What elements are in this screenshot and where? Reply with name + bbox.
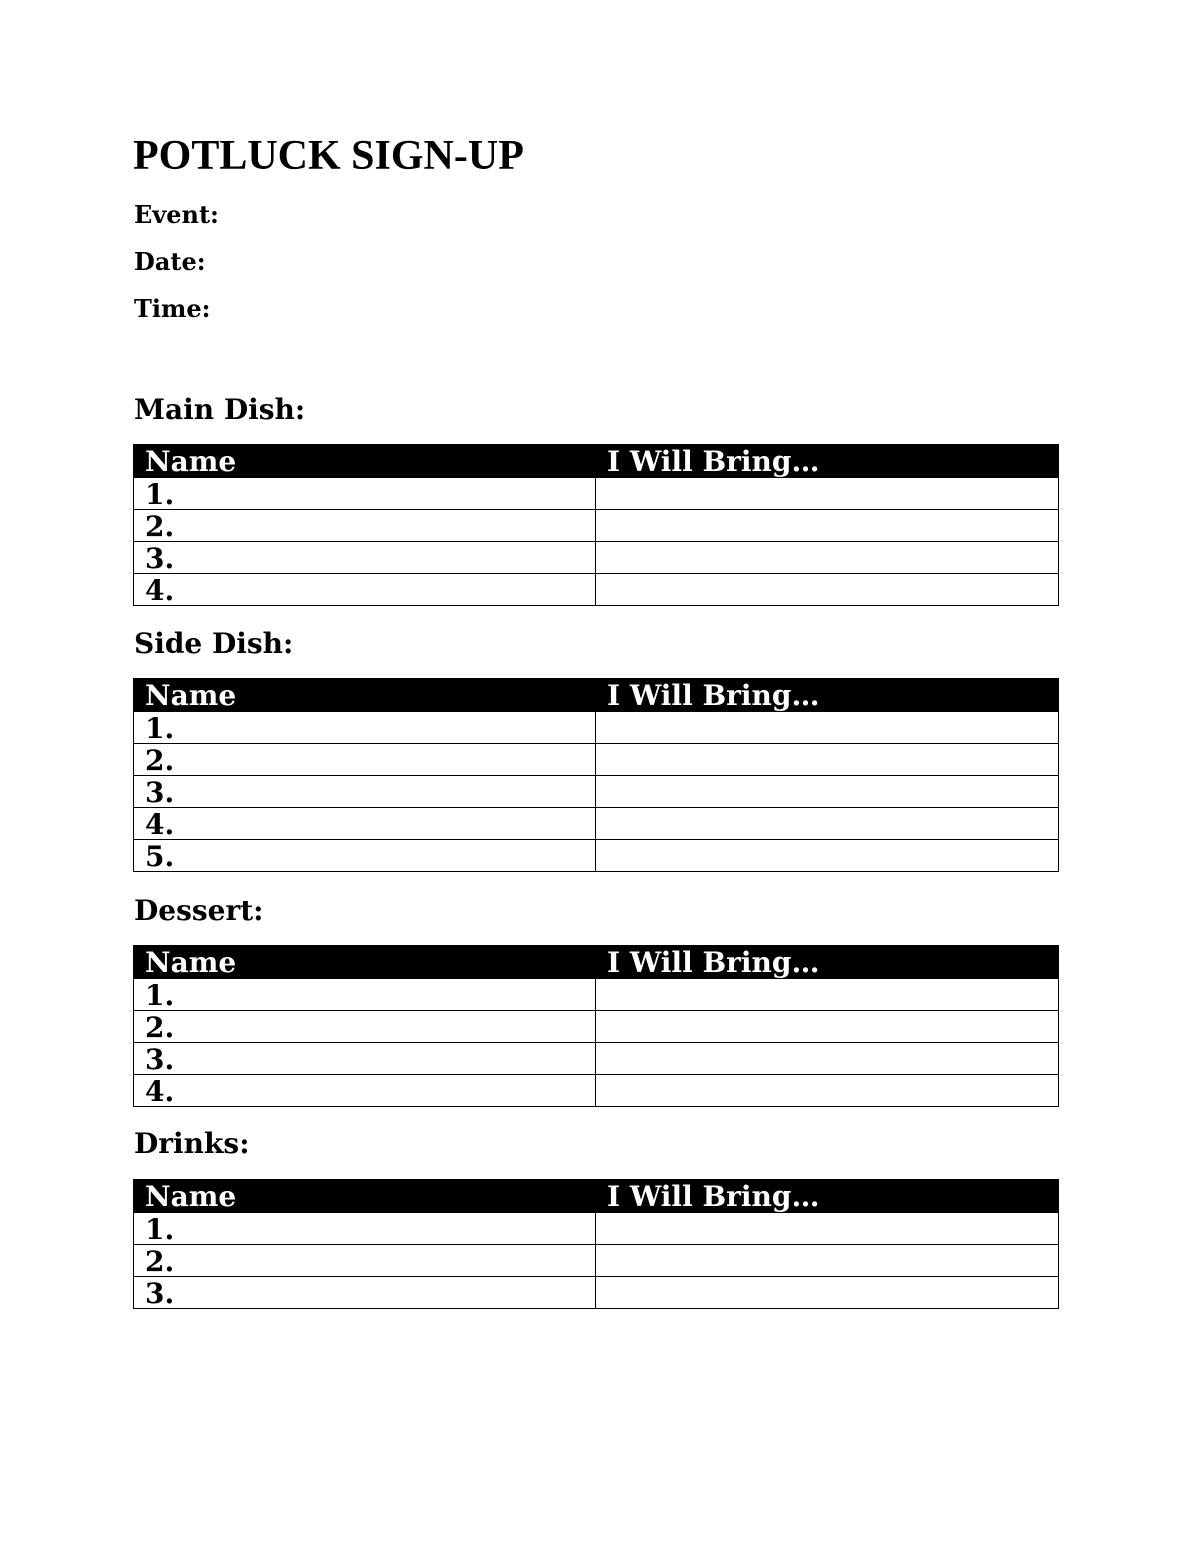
bring-cell[interactable] <box>596 744 1059 776</box>
bring-cell[interactable] <box>596 542 1059 574</box>
bring-column-header: I Will Bring… <box>596 946 1059 979</box>
name-cell[interactable]: 1. <box>134 712 596 744</box>
name-cell[interactable]: 1. <box>134 478 596 510</box>
bring-cell[interactable] <box>596 840 1059 872</box>
table-header-row <box>134 679 1059 712</box>
page-title: POTLUCK SIGN-UP <box>133 133 524 179</box>
drinks-table <box>133 1179 1059 1309</box>
name-cell[interactable]: 4. <box>134 808 596 840</box>
table-row <box>134 510 1059 542</box>
table-row <box>134 979 1059 1011</box>
name-cell[interactable]: 5. <box>134 840 596 872</box>
bring-cell[interactable] <box>596 808 1059 840</box>
date-label: Date: <box>134 247 206 276</box>
name-cell[interactable]: 4. <box>134 574 596 606</box>
table-row <box>134 542 1059 574</box>
table-row <box>134 712 1059 744</box>
table-header-row <box>134 1180 1059 1213</box>
main-dish-table <box>133 444 1059 606</box>
name-column-header: Name <box>134 1180 596 1213</box>
name-column-header: Name <box>134 679 596 712</box>
name-cell[interactable]: 1. <box>134 979 596 1011</box>
bring-column-header: I Will Bring… <box>596 679 1059 712</box>
name-cell[interactable]: 3. <box>134 776 596 808</box>
bring-cell[interactable] <box>596 574 1059 606</box>
bring-cell[interactable] <box>596 1043 1059 1075</box>
name-cell[interactable]: 2. <box>134 510 596 542</box>
main-dish-heading: Main Dish: <box>134 393 306 426</box>
table-row <box>134 1043 1059 1075</box>
table-row <box>134 776 1059 808</box>
bring-cell[interactable] <box>596 478 1059 510</box>
table-row <box>134 574 1059 606</box>
bring-cell[interactable] <box>596 510 1059 542</box>
table-row <box>134 1213 1059 1245</box>
table-row <box>134 1011 1059 1043</box>
bring-column-header: I Will Bring… <box>596 1180 1059 1213</box>
name-cell[interactable]: 2. <box>134 1011 596 1043</box>
table-header-row <box>134 946 1059 979</box>
name-cell[interactable]: 4. <box>134 1075 596 1107</box>
name-cell[interactable]: 2. <box>134 744 596 776</box>
bring-cell[interactable] <box>596 1075 1059 1107</box>
dessert-heading: Dessert: <box>134 894 264 927</box>
bring-cell[interactable] <box>596 1245 1059 1277</box>
bring-cell[interactable] <box>596 1011 1059 1043</box>
bring-cell[interactable] <box>596 1213 1059 1245</box>
bring-cell[interactable] <box>596 979 1059 1011</box>
side-dish-heading: Side Dish: <box>134 627 294 660</box>
bring-cell[interactable] <box>596 1277 1059 1309</box>
name-cell[interactable]: 3. <box>134 1043 596 1075</box>
drinks-heading: Drinks: <box>134 1127 250 1160</box>
time-label: Time: <box>134 294 211 323</box>
name-cell[interactable]: 3. <box>134 542 596 574</box>
bring-cell[interactable] <box>596 776 1059 808</box>
table-row <box>134 1277 1059 1309</box>
name-column-header: Name <box>134 445 596 478</box>
table-row <box>134 478 1059 510</box>
table-row <box>134 808 1059 840</box>
name-cell[interactable]: 1. <box>134 1213 596 1245</box>
name-cell[interactable]: 3. <box>134 1277 596 1309</box>
table-row <box>134 840 1059 872</box>
table-row <box>134 744 1059 776</box>
side-dish-table <box>133 678 1059 872</box>
table-header-row <box>134 445 1059 478</box>
event-label: Event: <box>134 200 219 229</box>
name-cell[interactable]: 2. <box>134 1245 596 1277</box>
name-column-header: Name <box>134 946 596 979</box>
table-row <box>134 1245 1059 1277</box>
bring-column-header: I Will Bring… <box>596 445 1059 478</box>
dessert-table <box>133 945 1059 1107</box>
bring-cell[interactable] <box>596 712 1059 744</box>
table-row <box>134 1075 1059 1107</box>
